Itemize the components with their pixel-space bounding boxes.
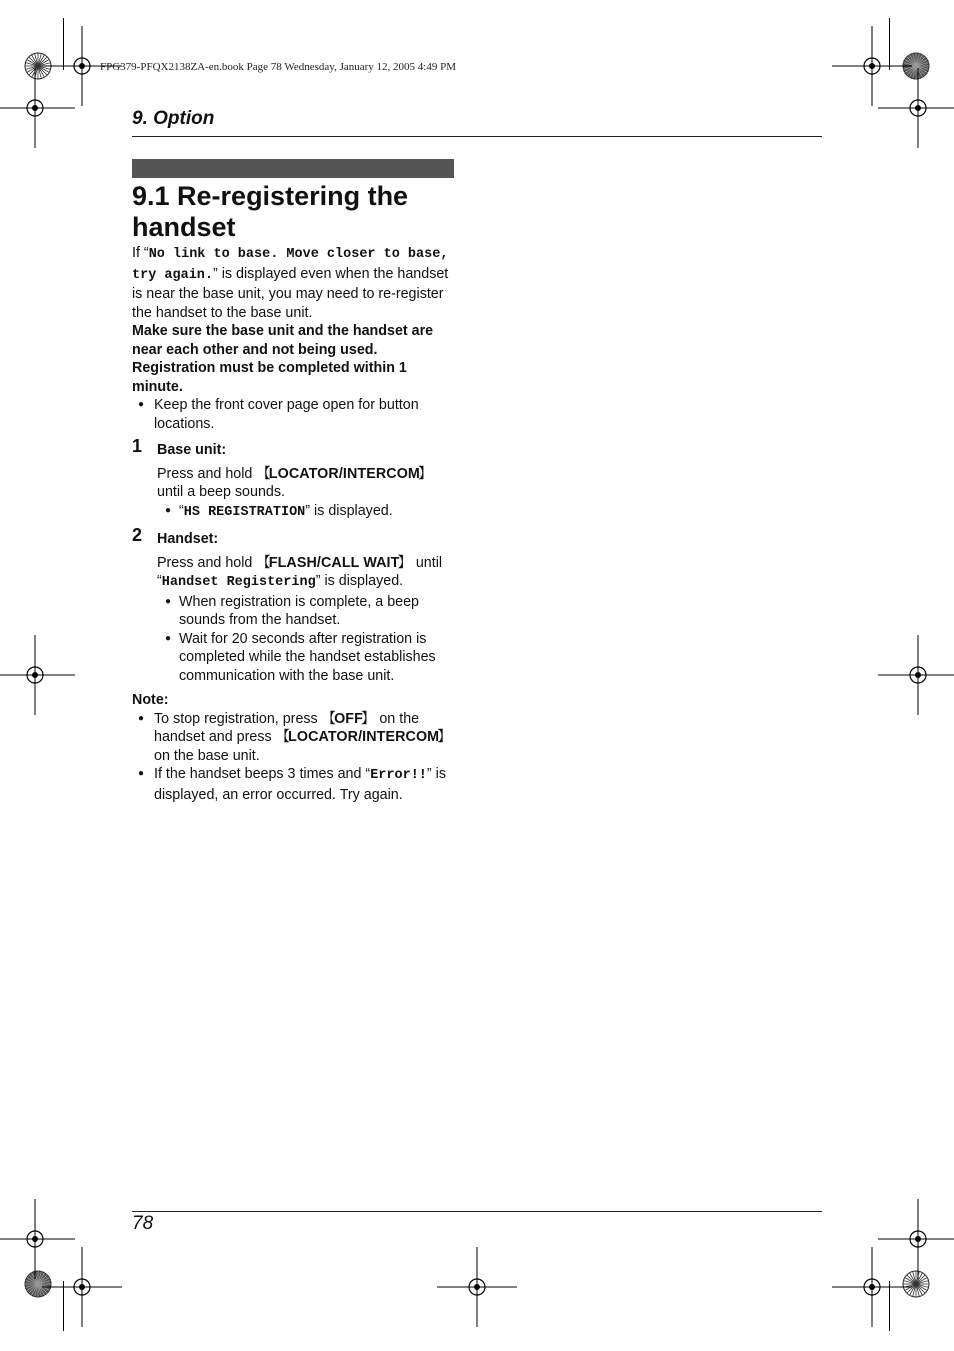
registration-target-icon <box>832 1247 912 1327</box>
instruction-bold-1: Make sure the base unit and the handset are near each other and not being used. <box>132 323 434 358</box>
display-message: Error!! <box>370 768 427 783</box>
list-item: ● “ HS REGISTRATION ” is displayed. <box>157 502 456 523</box>
intro-paragraph: If “ No link to base. Move closer to base, try again. ” is displayed even when the handset is near the base unit, you may need to re-register the handset to the base unit. <box>132 244 456 322</box>
step-heading: Handset: <box>157 531 219 547</box>
registration-target-icon <box>878 635 954 715</box>
registration-target-icon <box>437 1247 517 1327</box>
crop-line <box>63 1281 64 1331</box>
footer-rule <box>132 1211 822 1212</box>
step-heading: Base unit: <box>157 442 227 458</box>
step-text: Press and hold 【 LOCATOR/INTERCOM 】 until a beep sounds. <box>157 465 456 502</box>
list-item: ● If the handset beeps 3 times and “ Error!! ” is displayed, an error occurred. Try again. <box>132 765 456 804</box>
section-bar <box>132 159 454 178</box>
list-item: ● Keep the front cover page open for button locations. <box>132 396 456 433</box>
display-message: No link to base. Move closer to base, try again. <box>132 247 449 283</box>
display-message: HS REGISTRATION <box>183 504 306 520</box>
section-content <box>132 244 456 804</box>
locator-intercom-key: 【 LOCATOR/INTERCOM 】 <box>256 466 432 482</box>
registration-target-icon <box>0 635 75 715</box>
off-key: 【 OFF 】 <box>322 711 376 727</box>
list-item: ● To stop registration, press 【 OFF 】 on the handset and press 【 LOCATOR/INTERCOM 】 on the base unit. <box>132 710 456 766</box>
list-item: ● When registration is complete, a beep sounds from the handset. <box>157 593 456 630</box>
flash-call-wait-key: 【 FLASH/CALL WAIT 】 <box>256 555 412 571</box>
note-heading: Note: <box>132 692 169 708</box>
step-number: 1 <box>132 436 143 456</box>
print-file-info: FPG379-PFQX2138ZA-en.book Page 78 Wednesday, January 12, 2005 4:49 PM <box>100 61 456 73</box>
registration-target-icon <box>878 68 954 148</box>
step-2 <box>132 525 456 685</box>
section-title: 9.1 Re-registering the handset <box>132 181 409 242</box>
chapter-header: 9. Option <box>132 108 215 129</box>
crop-line <box>889 18 890 70</box>
list-item: ● Wait for 20 seconds after registration is completed while the handset establishes communication with the base unit. <box>157 630 456 686</box>
display-message: Handset Registering <box>161 575 316 590</box>
note-bullets <box>132 710 456 805</box>
crop-line <box>63 18 64 70</box>
step-number: 2 <box>132 525 143 545</box>
step-text: Press and hold 【 FLASH/CALL WAIT 】 until “ Handset Registering ” is displayed. <box>157 554 456 593</box>
crop-line <box>889 1281 890 1331</box>
step-1 <box>132 436 456 522</box>
header-rule <box>132 136 822 137</box>
page-number: 78 <box>132 1213 154 1234</box>
registration-target-icon <box>42 1247 122 1327</box>
registration-target-icon <box>0 68 75 148</box>
locator-intercom-key: 【 LOCATOR/INTERCOM 】 <box>276 729 452 745</box>
instruction-bold-2: Registration must be completed within 1 minute. <box>132 360 407 395</box>
intro-bullets <box>132 396 456 433</box>
